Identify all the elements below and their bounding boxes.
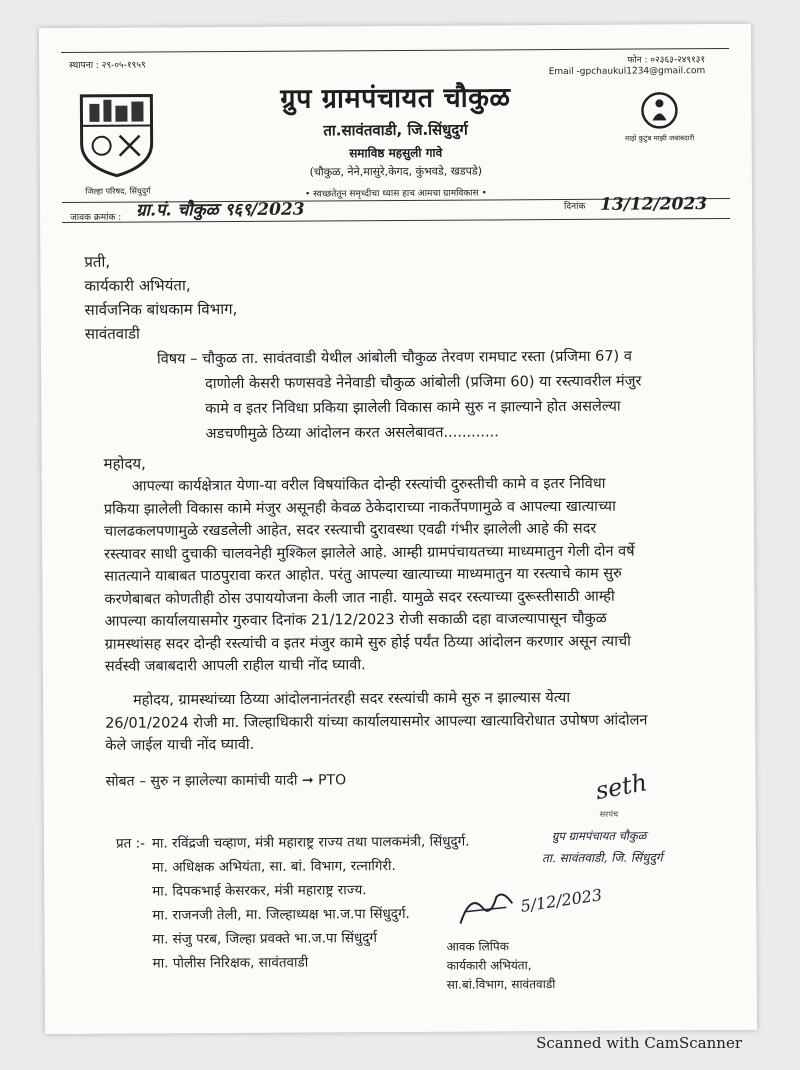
reference-label: जावक क्रमांक : [70, 212, 122, 223]
established-date: स्थापना : २९-०५-१९५९ [69, 60, 146, 71]
subject-line: विषय – चौकुळ ता. सावंतवाडी येथील आंबोली चौकुळ तेरवण रामघाट रस्ता (प्रजिमा 67) व [156, 348, 632, 368]
receipt-date: 5/12/2023 [519, 885, 604, 916]
paragraph-line: ग्रामस्थांसह सदर दोन्ही रस्त्यांची व इतर मंजुर कामे सुरु होई पर्यंत ठिय्या आंदोलन करणार असून त्याची [104, 633, 631, 653]
villages-list: (चौकुळ, नेने,मासुरे,केगद, कुंभवडे, खडपडे) [309, 164, 483, 179]
paragraph-line: 26/01/2024 रोजी मा. जिल्हाधिकारी यांच्या कार्यालयासमोर आपल्या खात्याविरोधात उपोषण आंदोलन [105, 711, 648, 732]
paragraph-line: सातत्याने याबाबत पाठपुरावा करत आहोत. परंतु आपल्या खात्याच्या माध्यमातुन या रस्त्याचे काम सुरु [104, 565, 622, 585]
receipt-stamp [446, 937, 555, 995]
copy-to-label: प्रत :- [115, 835, 146, 852]
left-logo-caption: जिल्हा परिषद, सिंधुदुर्ग [85, 186, 151, 196]
addressee-department: सार्वजनिक बांधकाम विभाग, [84, 299, 238, 319]
body-paragraph-2 [105, 686, 691, 757]
email-address: Email -gpchaukul1234@gmail.com [548, 66, 706, 78]
right-logo-caption: माझे कुटुंब माझी जबाबदारी [625, 134, 695, 143]
panchayat-title: ग्रुप ग्रामपंचायत चौकुळ [280, 82, 511, 115]
paragraph-line: आपल्या कार्यक्षेत्रात येणा-या वरील विषयांकित दोन्ही रस्त्यांची दुरुस्तीची कामे व इतर निविधा [131, 475, 606, 495]
addressee-designation: कार्यकारी अभियंता, [84, 276, 191, 295]
copy-to-item: मा. रविंद्रजी चव्हाण, मंत्री महाराष्ट्र राज्य तथा पालकमंत्री, सिंधुदुर्ग. [151, 833, 470, 852]
enclosure-note: सोबत – सुरु न झालेल्या कामांची यादी ➞ PTO [105, 772, 347, 790]
subject-line: अडचणीमुळे ठिय्या आंदोलन करत असलेबावत............ [205, 424, 499, 443]
subject-line: दाणोली केसरी फणसवडे नेनेवाडी चौकुळ आंबोली (प्रजिमा 60) या रस्त्यावरील मंजुर [205, 373, 642, 393]
receipt-signature-icon [456, 889, 516, 929]
signatory-role: सरपंच [599, 809, 619, 819]
copy-to-item: मा. दिपकभाई केसरकर, मंत्री महाराष्ट्र राज्य. [152, 882, 367, 900]
letter-page [39, 24, 757, 1034]
villages-label: समाविष्ठ महसुली गावे [349, 145, 443, 161]
paragraph-line: सर्वस्वी जबाबदारी आपली राहील याची नोंद घ्यावी. [104, 657, 366, 675]
salutation: महोदय, [103, 454, 146, 473]
body-paragraph-1 [104, 472, 691, 678]
paragraph-line: महोदय, ग्रामस्थांच्या ठिय्या आंदोलनानंतरही सदर रस्त्यांची कामे सुरु न झाल्यास येत्या [132, 689, 571, 709]
address-prefix: प्रती, [84, 252, 111, 271]
panchayat-motto: • स्वच्छतेतून समृध्दीचा ध्यास हाच आमचा ग्रामविकास • [304, 188, 487, 200]
signatory-office: ग्रुप ग्रामपंचायत चौकुळ [551, 828, 647, 844]
addressee-city: सावंतवाडी [84, 324, 140, 343]
subject-line: कामे व इतर निविधा प्रकिया झालेली विकास कामे सुरु न झाल्याने होत असलेल्या [205, 398, 621, 418]
paragraph-line: करणेबाबत कोणतीही ठोस उपाययोजना केली जात नाही. यामुळे सदर रस्त्याच्या दुरूस्तीसाठी आम्ही [104, 588, 615, 608]
paragraph-line: चालढकलपणामुळे रखडलेली आहेत, सदर रस्त्याची दुरावस्था एवढी गंभीर झालेली आहे की सदर [103, 520, 597, 540]
signatory-location: ता. सावंतवाडी, जि. सिंधुदुर्ग [541, 850, 663, 866]
paragraph-line: प्रकिया झालेली विकास कामे मंजुर असूनही केवळ ठेकेदाराच्या नाकर्तेपणामुळे व आपल्या खात्याच्या [103, 498, 616, 518]
letter-date: 13/12/2023 [599, 194, 708, 215]
copy-to-item: मा. संजु परब, जिल्हा प्रवक्ते भा.ज.पा सिंधुदुर्ग [152, 930, 378, 948]
copy-to-item: मा. पोलीस निरिक्षक, सावंतवाडी [152, 954, 309, 972]
scanner-watermark: Scanned with CamScanner [536, 1034, 742, 1052]
receipt-department: सा.बां.विभाग, सावंतवाडी [446, 977, 556, 992]
paragraph-line: रस्त्यावर साधी दुचाकी चालवनेही मुश्किल झालेले आहे. आम्ही ग्रामपंचायतच्या माध्यमातुन गेली दोन वर्षे [104, 543, 635, 563]
sarpanch-signature: ꜱeth [593, 768, 650, 806]
paragraph-line: केले जाईल याची नोंद घ्यावी. [105, 736, 255, 754]
receipt-office: कार्यकारी अभियंता, [446, 958, 532, 973]
subject-block [157, 344, 718, 447]
phone-number: फोन : ०२३६३-२४९१३१ [627, 55, 706, 66]
copy-to-item: मा. राजनजी तेली, मा. जिल्हाध्यक्ष भा.ज.पा सिंधुदुर्ग. [152, 905, 410, 924]
reference-number: ग्रा.पं. चौकुळ ९६९/2023 [135, 199, 305, 221]
copy-to-item: मा. अधिक्षक अभियंता, सा. बां. विभाग, रत्नागिरी. [152, 858, 396, 876]
paragraph-line: आपल्या कार्यालयासमोर गुरुवार दिनांक 21/12/2023 रोजी सकाळी दहा वाजल्यापासून चौकुळ [104, 610, 607, 630]
receipt-initials [456, 889, 516, 929]
date-label: दिनांक [564, 201, 586, 212]
panchayat-location: ता.सावंतवाडी, जि.सिंधुदुर्ग [323, 120, 468, 140]
receipt-clerk: आवक लिपिक [446, 939, 509, 954]
